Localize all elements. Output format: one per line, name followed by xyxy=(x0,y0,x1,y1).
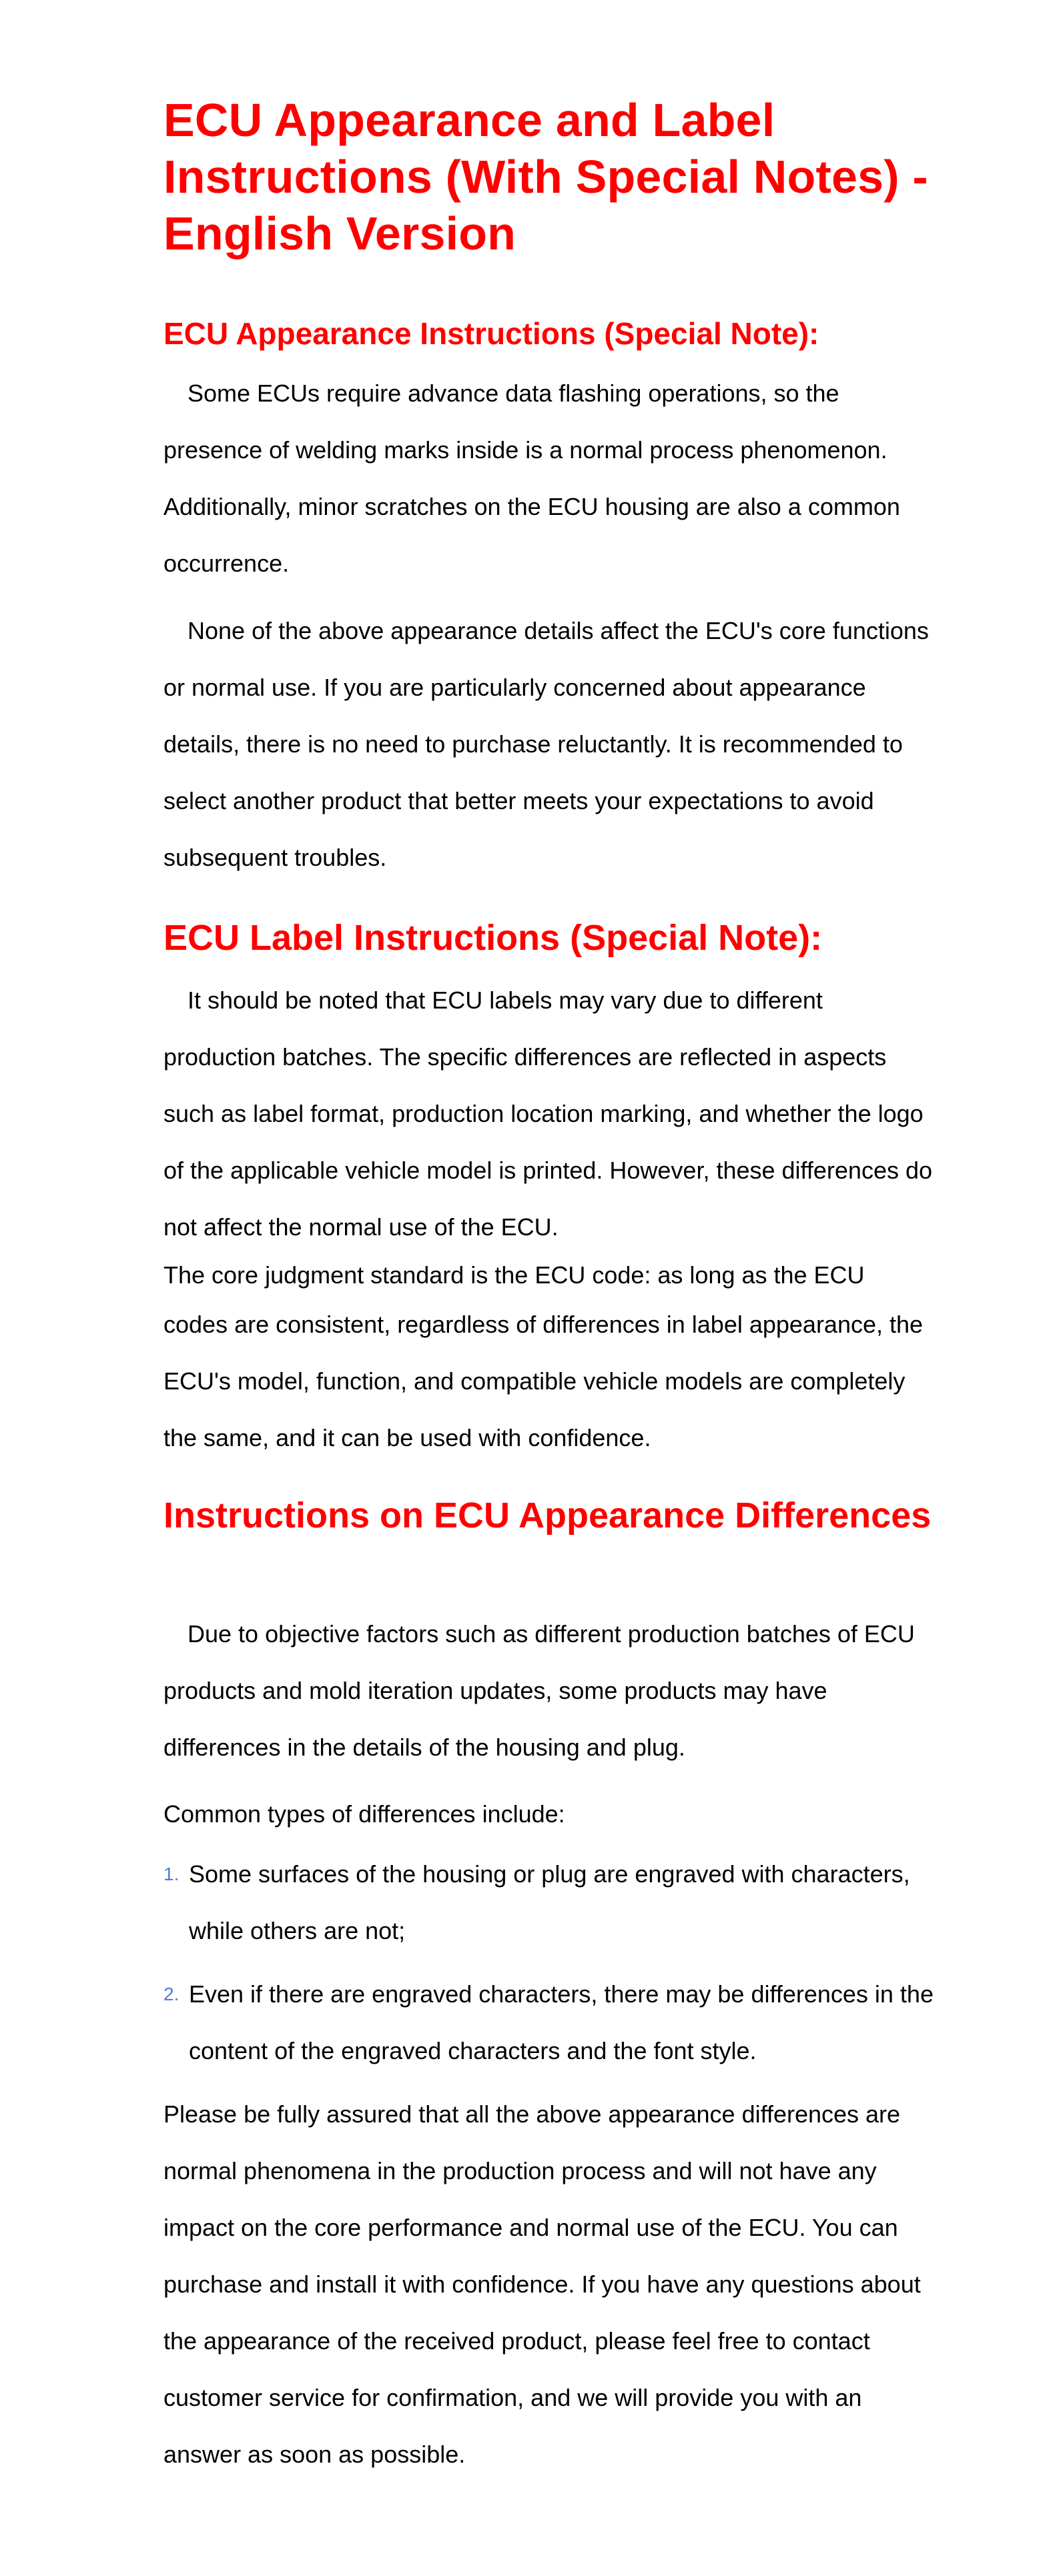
section-heading-differences: Instructions on ECU Appearance Differences xyxy=(163,1495,932,1535)
list-number: 1. xyxy=(163,1864,180,1884)
label-paragraph-1: It should be noted that ECU labels may vary due to different production batches. The specific differences are reflected in aspects such as label format, production location marking, and whether the logo of the applicable vehicle model is printed. However, these differences do not affect the normal use of the ECU. xyxy=(163,987,933,1241)
list-number: 2. xyxy=(163,1984,180,2004)
label-paragraph-2 xyxy=(163,1254,938,1466)
list-item xyxy=(163,1966,938,2079)
appearance-paragraph-1: Some ECUs require advance data flashing operations, so the presence of welding marks inside is a normal process phenomenon. Additionally, minor scratches on the ECU housing are also a common occurrence. xyxy=(163,380,900,577)
list-item-text: Even if there are engraved characters, there may be differences in the content of the engraved characters and the font style. xyxy=(189,1980,934,2064)
list-item-text: Some surfaces of the housing or plug are engraved with characters, while others are not; xyxy=(189,1860,910,1944)
label-paragraph-2-first-line: The core judgment standard is the ECU code: as long as the ECU xyxy=(163,1261,865,1289)
section-heading-label: ECU Label Instructions (Special Note): xyxy=(163,918,823,958)
label-paragraph-2-rest: codes are consistent, regardless of differences in label appearance, the ECU's model, function, and compatible vehicle models are completely the same, and it can be used with confidence. xyxy=(163,1311,924,1451)
differences-intro: Common types of differences include: xyxy=(163,1800,565,1828)
differences-list xyxy=(163,1846,938,2086)
document-title: ECU Appearance and Label Instructions (With Special Notes) - English Version xyxy=(163,94,928,259)
closing-paragraph: Please be fully assured that all the above appearance differences are normal phenomena in the production process and will not have any impact on the core performance and normal use of the ECU. You can purchase and install it with confidence. If you have any questions about the appearance of the received product, please feel free to contact customer service for confirmation, and we will provide you with an answer as soon as possible. xyxy=(163,2100,921,2468)
list-item xyxy=(163,1846,938,1959)
section-heading-appearance: ECU Appearance Instructions (Special Note): xyxy=(163,316,819,351)
appearance-paragraph-2: None of the above appearance details affect the ECU's core functions or normal use. If you are particularly concerned about appearance details, there is no need to purchase reluctantly. It is recommended to select another product that better meets your expectations to avoid subsequent troubles. xyxy=(163,617,929,871)
differences-paragraph-1: Due to objective factors such as different production batches of ECU products and mold iteration updates, some products may have differences in the details of the housing and plug. xyxy=(163,1620,915,1761)
